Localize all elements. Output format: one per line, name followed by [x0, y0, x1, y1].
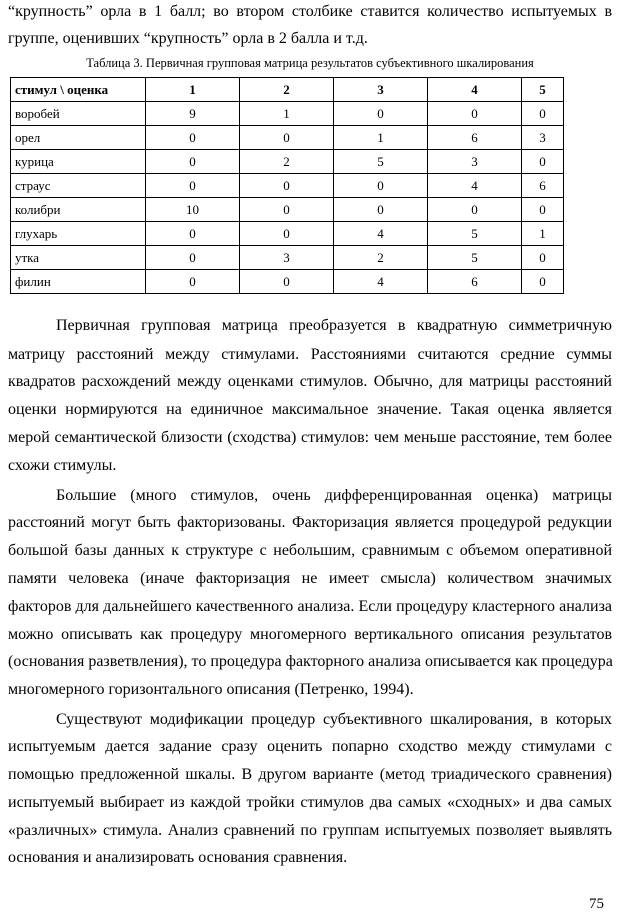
table-caption: Таблица 3. Первичная групповая матрица результатов субъективного шкалирования — [86, 56, 534, 70]
value-cell: 5 — [428, 222, 522, 246]
paragraph-line: «различных» стимула. Анализ сравнений по группам испытуемых позволяет выявлять — [8, 822, 612, 839]
paragraph-line: мерой семантической близости (сходства) стимулов: чем меньше расстояние, тем более — [8, 429, 612, 446]
value-cell: 3 — [240, 246, 334, 270]
column-header: 3 — [334, 78, 428, 102]
paragraph-line: испытуемым дается задание сразу оценить попарно сходство между стимулами с — [8, 738, 612, 755]
column-header: 5 — [522, 78, 564, 102]
value-cell: 3 — [522, 126, 564, 150]
value-cell: 0 — [334, 198, 428, 222]
value-cell: 0 — [146, 246, 240, 270]
value-cell: 0 — [522, 150, 564, 174]
value-cell: 0 — [428, 198, 522, 222]
value-cell: 4 — [334, 270, 428, 294]
value-cell: 0 — [522, 198, 564, 222]
table-row — [11, 270, 564, 294]
paragraph-line: помощью предложенной шкалы. В другом варианте (метод триадического сравнения) — [8, 766, 612, 783]
paragraph-line: Существуют модификации процедур субъективного шкалирования, в которых — [56, 711, 612, 728]
paragraph-line: многомерного горизонтального описания (Петренко, 1994). — [8, 681, 414, 698]
value-cell: 0 — [240, 126, 334, 150]
value-cell: 0 — [240, 174, 334, 198]
value-cell: 5 — [428, 246, 522, 270]
stimulus-cell: воробей — [11, 102, 146, 126]
paragraph-line: оценки нормируются на единичное максимальное значение. Такая оценка является — [8, 401, 612, 418]
table-row — [11, 222, 564, 246]
table-header-row — [11, 78, 564, 102]
column-header: 4 — [428, 78, 522, 102]
value-cell: 0 — [522, 270, 564, 294]
value-cell: 4 — [334, 222, 428, 246]
value-cell: 6 — [428, 126, 522, 150]
table-row — [11, 198, 564, 222]
value-cell: 9 — [146, 102, 240, 126]
value-cell: 0 — [240, 198, 334, 222]
paragraph-line: основания и анализировать основания сравнения. — [8, 849, 348, 866]
intro-line: группе, оценивших “крупность” орла в 2 балла и т.д. — [8, 30, 368, 47]
stimulus-cell: колибри — [11, 198, 146, 222]
value-cell: 1 — [522, 222, 564, 246]
value-cell: 2 — [334, 246, 428, 270]
paragraph-line: испытуемый выбирает из каждой тройки стимулов два самых «сходных» и два самых — [8, 794, 612, 811]
value-cell: 4 — [428, 174, 522, 198]
value-cell: 0 — [146, 222, 240, 246]
paragraph-line: схожи стимулы. — [8, 457, 117, 474]
stimulus-cell: глухарь — [11, 222, 146, 246]
paragraph-line: (основания разветвления), то процедура факторного анализа описывается как процедура — [8, 653, 613, 670]
value-cell: 3 — [428, 150, 522, 174]
value-cell: 0 — [146, 150, 240, 174]
paragraph-line: Первичная групповая матрица преобразуется в квадратную симметричную — [56, 317, 612, 334]
column-header: 2 — [240, 78, 334, 102]
value-cell: 1 — [334, 126, 428, 150]
value-cell: 0 — [240, 270, 334, 294]
data-table — [10, 77, 564, 294]
paragraph-line: памяти человека (иначе факторизация не имеет смысла) количеством значимых — [8, 570, 612, 587]
value-cell: 0 — [146, 174, 240, 198]
paragraph-line: расстояний могут быть факторизованы. Факторизация является процедурой редукции — [8, 514, 612, 531]
value-cell: 0 — [334, 174, 428, 198]
table-row — [11, 174, 564, 198]
value-cell: 0 — [240, 222, 334, 246]
table-row — [11, 102, 564, 126]
value-cell: 0 — [522, 102, 564, 126]
paragraph-line: матрицу расстояний между стимулами. Расстояниями считаются средние суммы — [8, 346, 612, 363]
table-row — [11, 150, 564, 174]
paragraph-line: факторов для дальнейшего качественного анализа. Если процедуру кластерного анализа — [8, 598, 612, 615]
value-cell: 10 — [146, 198, 240, 222]
value-cell: 0 — [146, 270, 240, 294]
stimulus-cell: орел — [11, 126, 146, 150]
stimulus-cell: курица — [11, 150, 146, 174]
column-header: 1 — [146, 78, 240, 102]
value-cell: 0 — [334, 102, 428, 126]
paragraph-line: квадратов расхождений между оценками стимулов. Обычно, для матрицы расстояний — [8, 373, 612, 390]
page-number: 75 — [589, 896, 604, 912]
value-cell: 6 — [522, 174, 564, 198]
stimulus-cell: страус — [11, 174, 146, 198]
value-cell: 1 — [240, 102, 334, 126]
value-cell: 0 — [428, 102, 522, 126]
column-header: стимул \ оценка — [11, 78, 146, 102]
value-cell: 0 — [146, 126, 240, 150]
paragraph-line: большой базы данных к структуре с небольшим, сравнимым с объемом оперативной — [8, 542, 612, 559]
intro-line: “крупность” орла в 1 балл; во втором столбике ставится количество испытуемых в — [8, 3, 612, 20]
stimulus-cell: филин — [11, 270, 146, 294]
table-row — [11, 126, 564, 150]
value-cell: 6 — [428, 270, 522, 294]
value-cell: 2 — [240, 150, 334, 174]
stimulus-cell: утка — [11, 246, 146, 270]
paragraph-line: Большие (много стимулов, очень дифференцированная оценка) матрицы — [56, 487, 612, 504]
value-cell: 0 — [522, 246, 564, 270]
value-cell: 5 — [334, 150, 428, 174]
table-row — [11, 246, 564, 270]
paragraph-line: можно описывать как процедуру многомерного вертикального описания результатов — [8, 626, 612, 643]
